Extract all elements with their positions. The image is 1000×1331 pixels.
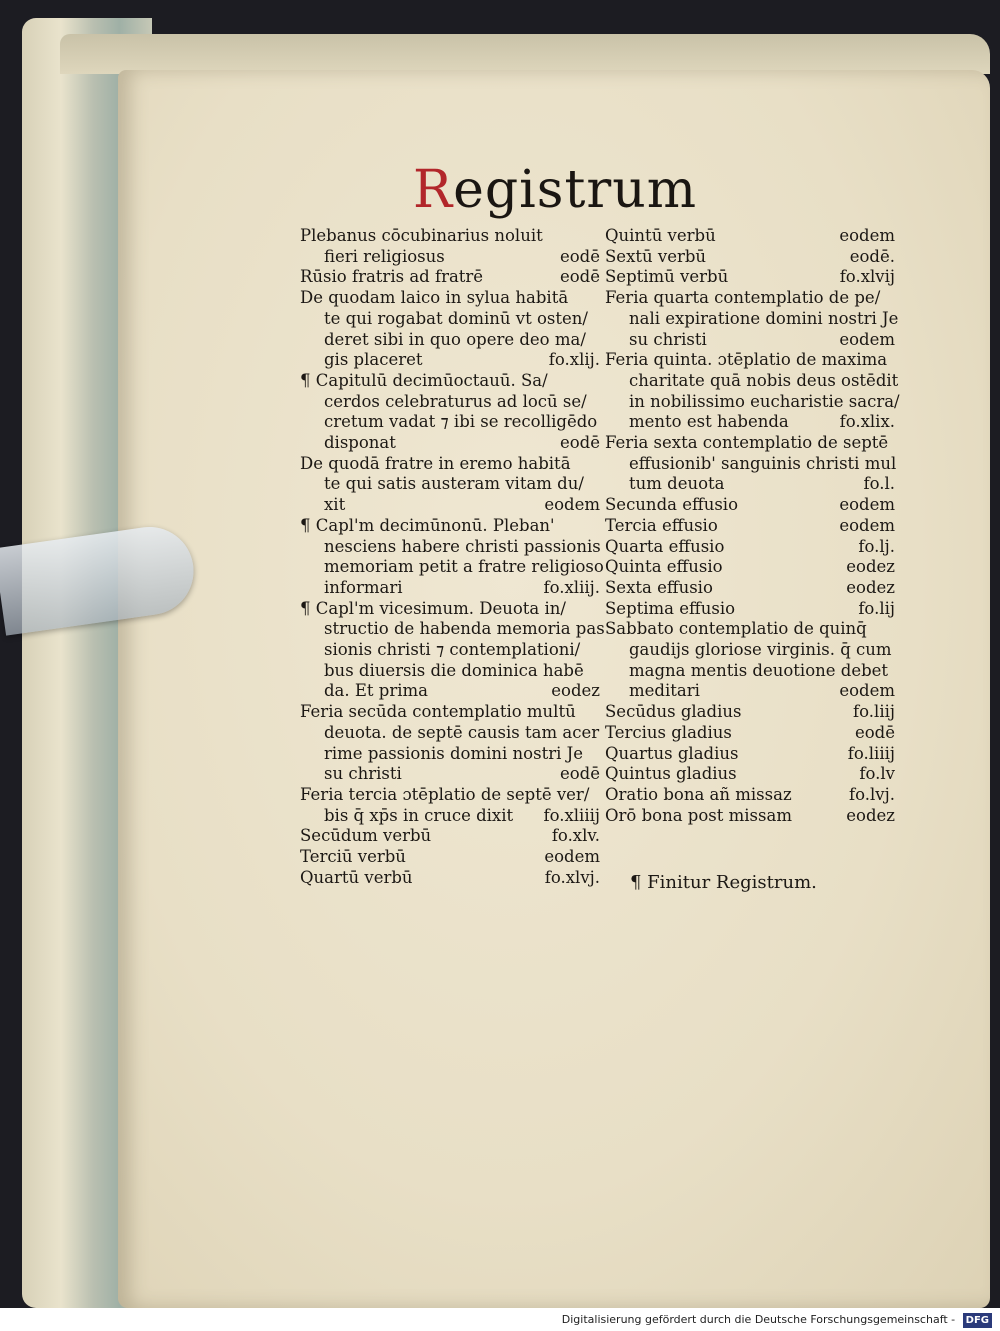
register-entry bbox=[605, 537, 895, 558]
entry-folio-ref: fo.liij bbox=[853, 702, 895, 722]
entry-folio-ref bbox=[594, 454, 600, 475]
entry-text: bis q̄ xp̄s in cruce dixit bbox=[324, 805, 514, 825]
entry-text: Tercius gladius bbox=[605, 722, 732, 742]
entry-text: Quintū verbū bbox=[605, 226, 716, 245]
register-entry bbox=[300, 516, 600, 537]
entry-text: rime passionis domini nostri Je bbox=[324, 743, 583, 763]
register-entry bbox=[605, 412, 895, 433]
entry-folio-ref: eodem bbox=[839, 495, 895, 515]
entry-folio-ref: fo.l. bbox=[863, 474, 895, 494]
title-initial: R bbox=[412, 160, 454, 220]
register-entry bbox=[300, 847, 600, 868]
register-entry bbox=[300, 392, 600, 413]
entry-text: fieri religiosus bbox=[324, 246, 445, 266]
register-entry bbox=[300, 267, 600, 288]
entry-text: De quodā fratre in eremo habitā bbox=[300, 453, 571, 473]
register-entry bbox=[300, 806, 600, 827]
register-entry bbox=[605, 474, 895, 495]
entry-folio-ref bbox=[898, 371, 904, 392]
entry-folio-ref bbox=[597, 412, 603, 433]
register-entry bbox=[605, 681, 895, 702]
entry-folio-ref bbox=[889, 288, 895, 309]
register-entry bbox=[300, 661, 600, 682]
register-entry bbox=[300, 350, 600, 371]
entry-text: da. Et prima bbox=[324, 681, 429, 701]
entry-text: Oratio bona añ missaz bbox=[605, 784, 792, 804]
entry-text: Feria tercia ɔtēplatio de septē ver/ bbox=[300, 784, 590, 804]
register-entry bbox=[300, 474, 600, 495]
entry-folio-ref: eodem bbox=[839, 226, 895, 245]
register-entry bbox=[605, 391, 900, 413]
entry-folio-ref bbox=[594, 226, 600, 247]
entry-folio-ref: eodē bbox=[559, 764, 600, 784]
register-entry bbox=[605, 744, 895, 765]
register-entry bbox=[605, 557, 895, 578]
register-entry bbox=[605, 599, 895, 620]
entry-text: Sexta effusio bbox=[605, 577, 713, 597]
entry-text: Rūsio fratris ad fratrē bbox=[300, 267, 484, 287]
entry-folio-ref: fo.lij bbox=[858, 598, 895, 618]
register-entry bbox=[605, 495, 895, 516]
entry-folio-ref: eodez bbox=[551, 681, 600, 701]
entry-text: te qui rogabat dominū vt osten/ bbox=[324, 308, 588, 328]
entry-folio-ref: fo.xlij. bbox=[548, 350, 600, 370]
entry-text: Plebanus cōcubinarius noluit bbox=[300, 226, 543, 245]
register-entry bbox=[605, 578, 895, 599]
register-entry bbox=[605, 308, 899, 330]
entry-folio-ref bbox=[594, 516, 600, 537]
entry-text: Septimū verbū bbox=[605, 267, 729, 287]
register-column-left bbox=[300, 226, 605, 889]
entry-folio-ref: fo.lvj. bbox=[849, 784, 895, 804]
entry-text: Secūdus gladius bbox=[605, 702, 742, 722]
entry-text: Feria sexta contemplatio de septē bbox=[605, 433, 889, 453]
entry-text: deret sibi in quo opere deo ma/ bbox=[324, 329, 586, 349]
entry-folio-ref: eodem bbox=[544, 495, 600, 515]
register-entry bbox=[605, 454, 895, 475]
entry-text: ¶ Capitulū decimūoctauū. Sa/ bbox=[300, 370, 548, 390]
entry-text: Quartū verbū bbox=[300, 867, 413, 887]
entry-text: Secūdum verbū bbox=[300, 826, 432, 846]
entry-folio-ref: eodē bbox=[854, 722, 895, 742]
entry-folio-ref bbox=[892, 640, 898, 661]
entry-text: De quodam laico in sylua habitā bbox=[300, 288, 569, 308]
entry-text: bus diuersis die dominica habē bbox=[324, 660, 584, 680]
entry-folio-ref: eodē bbox=[559, 246, 600, 266]
entry-text: te qui satis austeram vitam du/ bbox=[324, 474, 584, 494]
register-entry bbox=[300, 433, 600, 454]
register-entry bbox=[605, 640, 895, 661]
entry-text: Quarta effusio bbox=[605, 536, 725, 556]
entry-folio-ref bbox=[889, 661, 895, 682]
entry-text: Feria quinta. ɔtēplatio de maxima bbox=[605, 350, 888, 370]
entry-folio-ref: fo.xliiij bbox=[543, 805, 600, 825]
entry-text: informari bbox=[324, 577, 403, 597]
entry-folio-ref bbox=[594, 392, 600, 413]
entry-text: cretum vadat ⁊ ibi se recolligēdo bbox=[324, 412, 598, 432]
register-entry bbox=[300, 619, 605, 640]
entry-text: su christi bbox=[324, 764, 402, 784]
entry-text: memoriam petit a fratre religioso bbox=[324, 557, 604, 577]
entry-text: Quartus gladius bbox=[605, 743, 739, 763]
entry-folio-ref bbox=[594, 640, 600, 661]
register-entry bbox=[605, 267, 895, 288]
register-entry bbox=[605, 433, 895, 454]
entry-text: nali expiratione domini nostri Je bbox=[629, 308, 899, 328]
register-entry bbox=[300, 868, 600, 889]
register-entry bbox=[605, 661, 895, 682]
book-cover-top bbox=[60, 34, 990, 74]
register-entry bbox=[605, 785, 895, 806]
entry-text: meditari bbox=[629, 681, 700, 701]
entry-text: Quintus gladius bbox=[605, 764, 737, 784]
register-entry bbox=[300, 764, 600, 785]
entry-text: structio de habenda memoria pas bbox=[324, 619, 605, 639]
register-entry bbox=[605, 723, 895, 744]
entry-text: gaudijs gloriose virginis. q̄ cum bbox=[629, 640, 892, 660]
register-entry bbox=[605, 226, 895, 247]
register-entry bbox=[605, 619, 895, 640]
entry-text: disponat bbox=[324, 433, 396, 453]
entry-folio-ref: eodē bbox=[559, 433, 600, 453]
entry-text: ¶ Capl'm decimūnonū. Pleban' bbox=[300, 515, 555, 535]
entry-folio-ref: fo.lv bbox=[859, 764, 895, 784]
entry-text: Sextū verbū bbox=[605, 246, 707, 266]
entry-text: charitate quā nobis deus ostēdit bbox=[629, 370, 899, 390]
entry-text: nesciens habere christi passionis bbox=[324, 536, 601, 556]
register-entry bbox=[300, 330, 600, 351]
entry-text: Sabbato contemplatio de quinq̄ bbox=[605, 619, 867, 639]
register-entry bbox=[300, 723, 600, 744]
register-entry bbox=[300, 599, 600, 620]
dfg-logo: DFG bbox=[963, 1313, 992, 1328]
register-entry bbox=[605, 350, 895, 371]
register-entry bbox=[300, 309, 600, 330]
register-entry bbox=[300, 288, 600, 309]
register-entry bbox=[300, 785, 600, 806]
register-entry bbox=[300, 702, 600, 723]
entry-folio-ref: fo.xlv. bbox=[551, 826, 600, 846]
entry-text: ¶ Capl'm vicesimum. Deuota in/ bbox=[300, 598, 566, 618]
entry-text: magna mentis deuotione debet bbox=[629, 660, 889, 680]
entry-folio-ref: eodē bbox=[559, 267, 600, 287]
register-entry bbox=[300, 537, 600, 558]
entry-text: in nobilissimo eucharistie sacra/ bbox=[629, 391, 900, 411]
entry-text: Septima effusio bbox=[605, 598, 736, 618]
entry-text: mento est habenda bbox=[629, 412, 789, 432]
entry-text: cerdos celebraturus ad locū se/ bbox=[324, 391, 587, 411]
entry-folio-ref bbox=[594, 309, 600, 330]
entry-text: gis placeret bbox=[324, 350, 423, 370]
entry-folio-ref bbox=[594, 702, 600, 723]
entry-folio-ref bbox=[889, 433, 895, 454]
entry-folio-ref bbox=[594, 661, 600, 682]
page-title bbox=[0, 160, 1000, 220]
footer-text: Digitalisierung gefördert durch die Deutsche Forschungsgemeinschaft - bbox=[561, 1313, 956, 1326]
entry-folio-ref: eodez bbox=[846, 577, 895, 597]
register-entry bbox=[300, 640, 600, 661]
register-entry bbox=[300, 371, 600, 392]
entry-text: deuota. de septē causis tam acer bbox=[324, 722, 600, 742]
entry-folio-ref bbox=[889, 619, 895, 640]
register-entry bbox=[605, 247, 895, 268]
register-entry bbox=[605, 806, 895, 827]
register-entry bbox=[300, 454, 600, 475]
entry-folio-ref: eodem bbox=[839, 681, 895, 701]
entry-folio-ref: fo.xliij. bbox=[543, 577, 600, 597]
entry-folio-ref bbox=[594, 474, 600, 495]
entry-text: sionis christi ⁊ contemplationi/ bbox=[324, 640, 581, 660]
entry-text: xit bbox=[324, 495, 346, 515]
register-entry bbox=[605, 288, 895, 309]
entry-text: su christi bbox=[629, 329, 707, 349]
entry-text: Secunda effusio bbox=[605, 495, 738, 515]
entry-folio-ref: eodem bbox=[839, 329, 895, 349]
entry-folio-ref bbox=[594, 599, 600, 620]
entry-folio-ref bbox=[594, 288, 600, 309]
entry-text: tum deuota bbox=[629, 474, 725, 494]
register-entry bbox=[300, 226, 600, 247]
explicit-line: ¶ Finitur Registrum. bbox=[630, 872, 817, 893]
register-entry bbox=[605, 516, 895, 537]
entry-text: Quinta effusio bbox=[605, 557, 723, 577]
entry-folio-ref bbox=[896, 454, 902, 475]
entry-folio-ref: fo.xlvij bbox=[839, 267, 895, 287]
register-entry bbox=[300, 495, 600, 516]
register-entry bbox=[605, 764, 895, 785]
entry-folio-ref: eodē. bbox=[849, 246, 895, 266]
register-entry bbox=[300, 578, 600, 599]
entry-folio-ref: fo.xlix. bbox=[839, 412, 895, 432]
entry-text: Terciū verbū bbox=[300, 847, 406, 867]
entry-folio-ref bbox=[594, 744, 600, 765]
entry-folio-ref bbox=[594, 371, 600, 392]
entry-text: Tercia effusio bbox=[605, 515, 718, 535]
register-entry bbox=[300, 412, 600, 433]
entry-folio-ref: fo.liiij bbox=[847, 743, 895, 763]
entry-folio-ref bbox=[900, 392, 906, 413]
register-column-right bbox=[605, 226, 900, 826]
entry-text: Feria secūda contemplatio multū bbox=[300, 702, 576, 722]
register-entry bbox=[300, 681, 600, 702]
entry-folio-ref: fo.lj. bbox=[858, 536, 895, 556]
digitization-footer bbox=[0, 1308, 1000, 1331]
entry-text: Orō bona post missam bbox=[605, 805, 792, 825]
entry-folio-ref: fo.xlvj. bbox=[544, 867, 600, 887]
register-entry bbox=[605, 702, 895, 723]
entry-folio-ref bbox=[898, 309, 904, 330]
register-entry bbox=[300, 247, 600, 268]
entry-folio-ref bbox=[594, 785, 600, 806]
register-entry bbox=[605, 330, 895, 351]
register-entry bbox=[300, 557, 604, 578]
register-entry bbox=[300, 744, 600, 765]
register-entry bbox=[300, 826, 600, 847]
entry-text: effusionib' sanguinis christi mul bbox=[629, 453, 897, 473]
entry-folio-ref: eodez bbox=[846, 557, 895, 577]
entry-folio-ref: eodem bbox=[839, 515, 895, 535]
entry-folio-ref: eodez bbox=[846, 805, 895, 825]
entry-folio-ref bbox=[594, 330, 600, 351]
register-entry bbox=[605, 370, 899, 392]
entry-text: Feria quarta contemplatio de pe/ bbox=[605, 288, 881, 308]
entry-folio-ref bbox=[889, 350, 895, 371]
title-rest: egistrum bbox=[453, 160, 698, 220]
entry-folio-ref: eodem bbox=[544, 847, 600, 867]
